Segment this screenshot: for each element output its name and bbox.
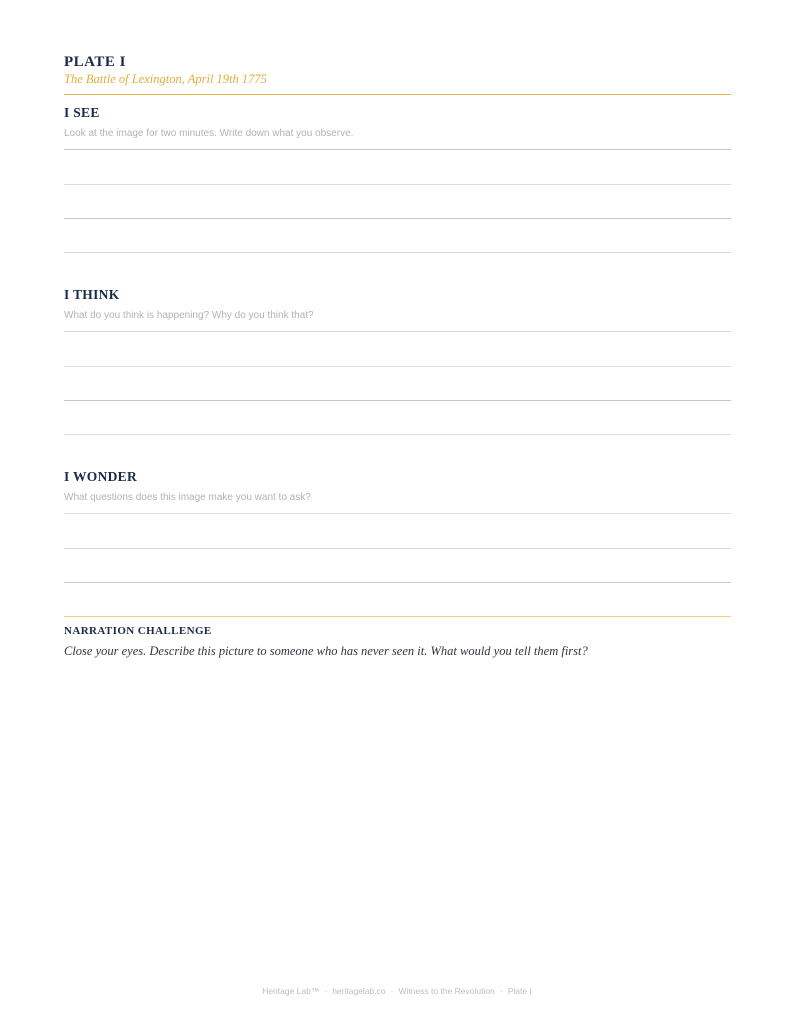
answer-line[interactable] [64, 218, 731, 219]
footer-brand: Heritage Lab™ [262, 986, 320, 996]
answer-line[interactable] [64, 434, 731, 435]
answer-line[interactable] [64, 582, 731, 583]
footer-separator: · [499, 986, 503, 996]
section-prompt: Look at the image for two minutes. Write down what you observe. [64, 128, 354, 139]
footer-plate: Plate I [507, 986, 532, 996]
answer-line[interactable] [64, 400, 731, 401]
answer-line[interactable] [64, 513, 731, 514]
plate-subtitle: The Battle of Lexington, April 19th 1775 [64, 72, 267, 86]
answer-line[interactable] [64, 331, 731, 332]
challenge-divider [64, 616, 731, 617]
section-prompt: What questions does this image make you want to ask? [64, 492, 311, 503]
answer-line[interactable] [64, 252, 731, 253]
title-divider [64, 94, 731, 95]
page-footer [0, 986, 794, 996]
section-prompt: What do you think is happening? Why do you think that? [64, 310, 314, 321]
plate-title: PLATE I [64, 54, 126, 70]
narration-challenge-text: Close your eyes. Describe this picture to someone who has never seen it. What would you tell them first? [64, 644, 588, 658]
narration-challenge-heading: NARRATION CHALLENGE [64, 625, 212, 637]
footer-series: Witness to the Revolution [398, 986, 495, 996]
worksheet-page [64, 0, 731, 1028]
section-heading: I WONDER [64, 469, 138, 484]
section-heading: I THINK [64, 287, 120, 302]
answer-line[interactable] [64, 366, 731, 367]
footer-separator: · [390, 986, 394, 996]
section-heading: I SEE [64, 105, 100, 120]
footer-separator: · [324, 986, 328, 996]
footer-site: heritagelab.co [332, 986, 386, 996]
answer-line[interactable] [64, 548, 731, 549]
answer-line[interactable] [64, 149, 731, 150]
answer-line[interactable] [64, 184, 731, 185]
